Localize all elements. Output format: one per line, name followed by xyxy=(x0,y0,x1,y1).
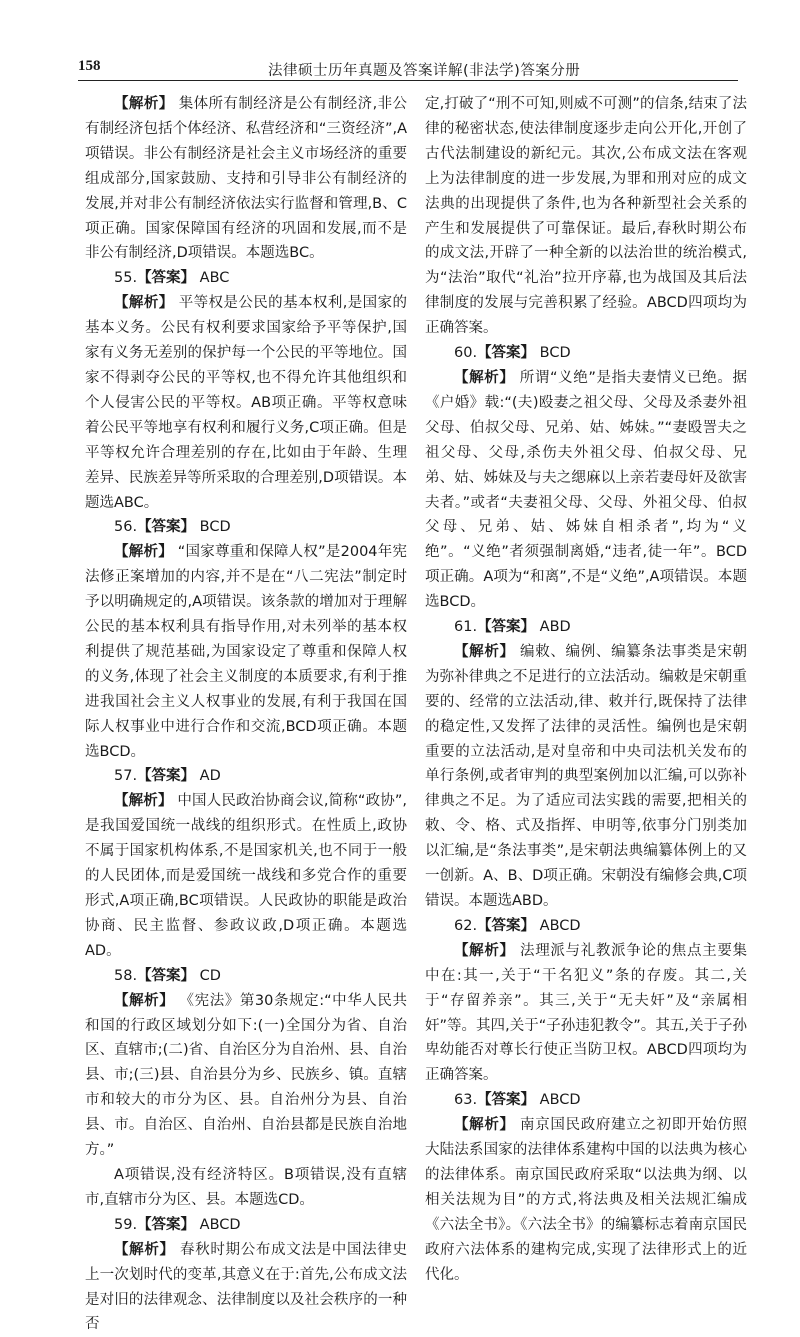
answer-value: ABCD xyxy=(539,1092,581,1109)
running-title: 法律硕士历年真题及答案详解(非法学)答案分册 xyxy=(268,63,581,79)
analysis-label: 【解析】 xyxy=(114,1241,175,1258)
answer-value: CD xyxy=(199,967,221,984)
answer-line-55: 55.【答案】 ABC xyxy=(114,270,230,287)
analysis-paragraph-61: 【解析】 编敕、编例、编纂条法事类是宋朝为弥补律典之不足进行的立法活动。编敕是宋朝重要的、经常的立法活动,律、敕并行,既保持了法律的稳定性,又发挥了法律的灵活性。编例也是宋朝重要的立法活动,是对皇帝和中央司法机关发布的单行条例,或者审判的典型案例加以汇编,可以弥补律典之不足。为了适应司法实践的需要,把相关的敕、令、格、式及指挥、申明等,依事分门别类加以汇编,是“条法事类”,是宋朝法典编纂体例上的又一创新。A、B、D项正确。宋朝没有编修会典,C项错误。本题选ABD。 xyxy=(425,643,748,909)
analysis-paragraph-59-cont: 定,打破了“刑不可知,则威不可测”的信条,结束了法律的秘密状态,使法律制度逐步走向公开化,开创了古代法制建设的新纪元。其次,公布成文法在客观上为法律制度的进一步发展,为罪和刑对应的成文法典的出现提供了条件,也为各种新型社会关系的产生和发展提供了可靠保证。最后,春秋时期公布的成文法,开辟了一种全新的以法治世的统治模式,为“法治”取代“礼治”拉开序幕,也为战国及其后法律制度的发展与完善积累了经验。ABCD四项均为正确答案。 xyxy=(425,96,747,337)
right-column xyxy=(425,92,747,1288)
answer-line-63: 63.【答案】 ABCD xyxy=(454,1092,581,1109)
analysis-label: 【解析】 xyxy=(454,942,515,959)
answer-line-60: 60.【答案】 BCD xyxy=(454,345,571,362)
analysis-label: 【解析】 xyxy=(454,369,515,386)
analysis-paragraph-56: 【解析】 “国家尊重和保障人权”是2004年宪法修正案增加的内容,并不是在“八二宪法”制定时予以明确规定的,A项错误。该条款的增加对于理解公民的基本权利具有指导作用,对未列举的基本权利提供了规范基础,为国家设定了尊重和保障人权的义务,体现了社会主义制度的本质要求,有利于推进我国社会主义人权事业的发展,有利于我国在国际人权事业中进行合作和交流,BCD项正确。本题选BCD。 xyxy=(85,544,407,760)
analysis-label: 【解析】 xyxy=(114,992,175,1009)
analysis-paragraph-60: 【解析】 所谓“义绝”是指夫妻情义已绝。据《户婚》载:“(夫)殴妻之祖父母、父母及杀妻外祖父母、伯叔父母、兄弟、姑、姊妹。”“妻殴詈夫之祖父母、父母,杀伤夫外祖父母、伯叔父母、兄弟、姑、姊妹及与夫之缌麻以上亲若妻母奸及欲害夫者。”或者“夫妻祖父母、父母、外祖父母、伯叔父母、兄弟、姑、姊妹自相杀者”,均为“义绝”。“义绝”者须强制离婚,“违者,徒一年”。BCD项正确。A项为“和离”,不是“义绝”,A项错误。本题选BCD。 xyxy=(425,369,748,611)
analysis-label: 【解析】 xyxy=(114,793,173,810)
answer-value: ABCD xyxy=(539,917,581,934)
answer-line-57: 57.【答案】 AD xyxy=(114,768,221,785)
answer-line-59: 59.【答案】 ABCD xyxy=(114,1216,241,1233)
page-header xyxy=(78,52,738,81)
analysis-label: 【解析】 xyxy=(114,295,174,312)
analysis-paragraph-55: 【解析】 平等权是公民的基本权利,是国家的基本义务。公民有权利要求国家给予平等保护,国家有义务无差别的保护每一个公民的平等地位。国家不得剥夺公民的平等权,也不得允许其他组织和个人侵害公民的平等权。AB项正确。平等权意味着公民平等地享有权利和履行义务,C项正确。但是平等权允许合理差别的存在,比如由于年龄、生理差异、民族差异等所采取的合理差别,D项错误。本题选ABC。 xyxy=(85,295,408,511)
answer-value: ABC xyxy=(199,270,230,287)
answer-line-62: 62.【答案】 ABCD xyxy=(454,917,581,934)
answer-value: BCD xyxy=(539,345,571,362)
left-column xyxy=(85,92,407,1337)
answer-line-56: 56.【答案】 BCD xyxy=(114,519,231,536)
analysis-paragraph-58: 【解析】 《宪法》第30条规定:“中华人民共和国的行政区域划分如下:(一)全国分为省、自治区、直辖市;(二)省、自治区分为自治州、县、自治县、市;(三)县、自治县分为乡、民族乡、镇。直辖市和较大的市分为区、县。自治州分为县、自治县、市。自治区、自治州、自治县都是民族自治地方。” xyxy=(85,992,408,1159)
analysis-label: 【解析】 xyxy=(454,1117,515,1134)
analysis-paragraph: 【解析】 集体所有制经济是公有制经济,非公有制经济包括个体经济、私营经济和“三资经济”,A项错误。非公有制经济是社会主义市场经济的重要组成部分,国家鼓励、支持和引导非公有制经济的发展,并对非公有制经济依法实行监督和管理,B、C项正确。国家保障国有经济的巩固和发展,而不是非公有制经济,D项错误。本题选BC。 xyxy=(85,96,408,262)
answer-value: ABD xyxy=(539,619,571,636)
analysis-paragraph-62: 【解析】 法理派与礼教派争论的焦点主要集中在:其一,关于“干名犯义”条的存废。其二,关于“存留养亲”。其三,关于“无夫奸”及“亲属相奸”等。其四,关于“子孙违犯教令”。其五,关于子孙卑幼能否对尊长行使正当防卫权。ABCD四项均为正确答案。 xyxy=(425,942,748,1084)
analysis-paragraph-63: 【解析】 南京国民政府建立之初即开始仿照大陆法系国家的法律体系建构中国的以法典为核心的法律体系。南京国民政府采取“以法典为纲、以相关法规为目”的方式,将法典及相关法规汇编成《六法全书》。《六法全书》的编纂标志着南京国民政府六法体系的建构完成,实现了法律形式上的近代化。 xyxy=(425,1117,748,1283)
answer-line-61: 61.【答案】 ABD xyxy=(454,619,571,636)
analysis-label: 【解析】 xyxy=(454,643,515,660)
answer-value: BCD xyxy=(199,519,231,536)
page-number: 158 xyxy=(78,58,101,74)
answer-line-58: 58.【答案】 CD xyxy=(114,967,221,984)
analysis-label: 【解析】 xyxy=(114,96,174,112)
analysis-label: 【解析】 xyxy=(114,544,173,561)
analysis-paragraph-57: 【解析】 中国人民政治协商会议,简称“政协”,是我国爱国统一战线的组织形式。在性质上,政协不属于国家机构体系,不是国家机关,也不同于一般的人民团体,而是爱国统一战线和多党合作的重要形式,A项正确,BC项错误。人民政协的职能是政治协商、民主监督、参政议政,D项正确。本题选AD。 xyxy=(85,793,408,959)
answer-value: AD xyxy=(199,768,221,785)
analysis-paragraph-58-extra: A项错误,没有经济特区。B项错误,没有直辖市,直辖市分为区、县。本题选CD。 xyxy=(85,1166,407,1208)
analysis-paragraph-59: 【解析】 春秋时期公布成文法是中国法律史上一次划时代的变革,其意义在于:首先,公布成文法是对旧的法律观念、法律制度以及社会秩序的一种否 xyxy=(85,1241,408,1333)
answer-value: ABCD xyxy=(199,1216,241,1233)
